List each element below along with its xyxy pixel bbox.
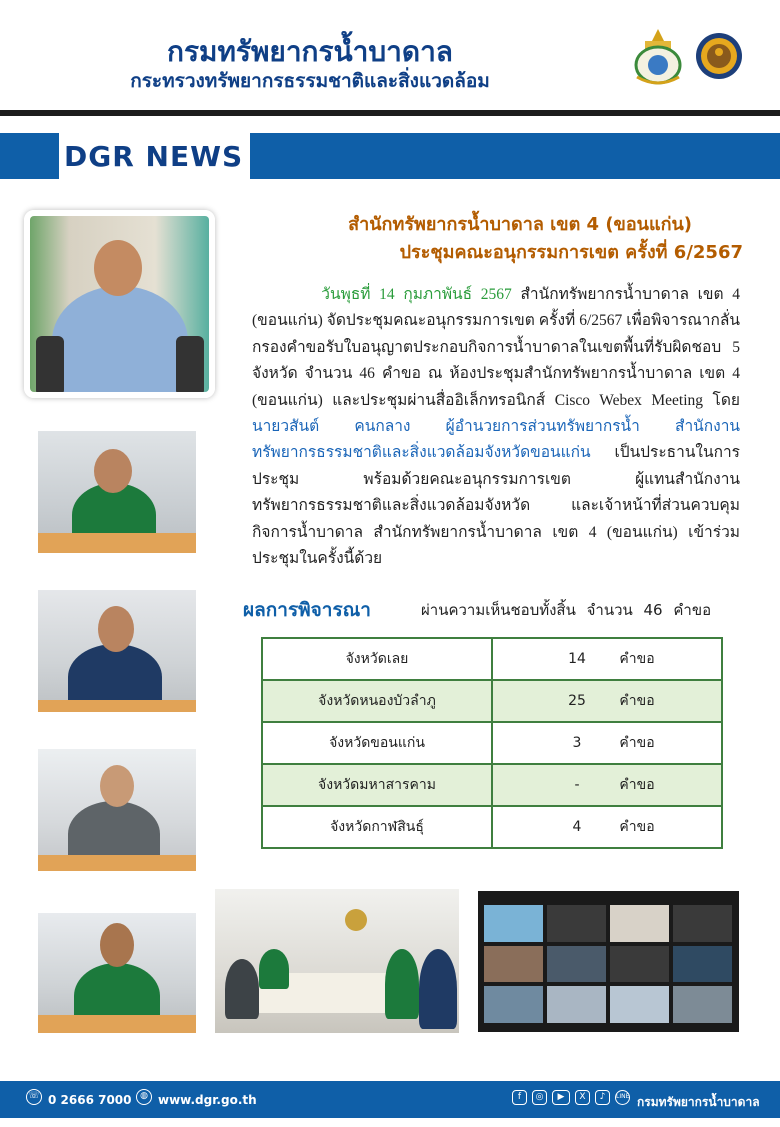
- count-value: 4: [572, 819, 582, 835]
- chairman-photo: [24, 210, 215, 398]
- province-cell: จังหวัดหนองบัวลำภู: [262, 680, 492, 722]
- count-value: -: [574, 777, 580, 793]
- youtube-icon[interactable]: ▶: [552, 1090, 570, 1105]
- member-photo-1: [38, 431, 196, 553]
- article-body: [252, 282, 740, 572]
- province-cell: จังหวัดมหาสารคาม: [262, 764, 492, 806]
- tiktok-icon[interactable]: ♪: [595, 1090, 610, 1105]
- unit-label: คำขอ: [619, 819, 655, 835]
- count-cell: [492, 806, 722, 848]
- count-cell: [492, 764, 722, 806]
- footer-org-name: กรมทรัพยากรน้ำบาดาล: [637, 1095, 760, 1109]
- results-table: [261, 637, 723, 849]
- count-value: 14: [568, 651, 586, 667]
- results-summary: ผ่านความเห็นชอบทั้งสิ้น จำนวน 46 คำขอ: [421, 601, 712, 619]
- meeting-room-photo: [215, 889, 459, 1033]
- unit-label: คำขอ: [619, 735, 655, 751]
- meeting-date: วันพุธที่ 14 กุมภาพันธ์ 2567: [321, 286, 512, 303]
- count-value: 25: [568, 693, 586, 709]
- member-photo-4: [38, 913, 196, 1033]
- chairperson-name: นายวสันต์ คนกลาง ผู้อำนวยการส่วนทรัพยากรน้ำ สำนักงานทรัพยากรธรรมชาติและสิ่งแวดล้อมจังหวัดขอนแก่น: [252, 418, 740, 462]
- province-cell: จังหวัดกาฬสินธุ์: [262, 806, 492, 848]
- province-cell: จังหวัดเลย: [262, 638, 492, 680]
- unit-label: คำขอ: [619, 693, 655, 709]
- x-icon[interactable]: X: [575, 1090, 590, 1105]
- footer-phone[interactable]: 0 2666 7000: [48, 1093, 132, 1107]
- count-cell: [492, 722, 722, 764]
- phone-icon: ☏: [26, 1089, 42, 1105]
- ministry-seal-icon: [695, 32, 743, 80]
- results-label: ผลการพิจารณา: [243, 599, 371, 621]
- globe-icon: ◍: [136, 1089, 152, 1105]
- province-cell: จังหวัดขอนแก่น: [262, 722, 492, 764]
- ministry-title: กระทรวงทรัพยากรธรรมชาติและสิ่งแวดล้อม: [130, 70, 490, 92]
- member-photo-2: [38, 590, 196, 712]
- table-row: [262, 722, 722, 764]
- unit-label: คำขอ: [619, 777, 655, 793]
- body-part2: เป็นประธานในการประชุม พร้อมด้วยคณะอนุกรรมการเขต ผู้แทนสำนักงานทรัพยากรธรรมชาติและสิ่งแวดล้อมจังหวัด และเจ้าหน้าที่ส่วนควบคุมกิจการน้ำบาดาล สำนักทรัพยากรน้ำบาดาล เขต 4 (ขอนแก่น) เข้าร่วมประชุมในครั้งนี้ด้วย: [252, 444, 740, 568]
- webex-meeting-screenshot: [478, 891, 739, 1032]
- org-title: กรมทรัพยากรน้ำบาดาล: [167, 35, 453, 68]
- member-photo-3: [38, 749, 196, 871]
- line-icon[interactable]: LINE: [615, 1090, 630, 1105]
- instagram-icon[interactable]: ◎: [532, 1090, 547, 1105]
- article-heading-line1: สำนักทรัพยากรน้ำบาดาล เขต 4 (ขอนแก่น): [348, 214, 692, 235]
- footer-website[interactable]: www.dgr.go.th: [158, 1093, 257, 1107]
- table-row: [262, 680, 722, 722]
- article-heading-line2: ประชุมคณะอนุกรรมการเขต ครั้งที่ 6/2567: [399, 242, 743, 263]
- count-value: 3: [572, 735, 582, 751]
- table-row: [262, 806, 722, 848]
- count-cell: [492, 680, 722, 722]
- unit-label: คำขอ: [619, 651, 655, 667]
- count-cell: [492, 638, 722, 680]
- banner-label: DGR NEWS: [64, 140, 244, 173]
- table-row: [262, 638, 722, 680]
- dgr-emblem-icon: [631, 27, 685, 87]
- facebook-icon[interactable]: f: [512, 1090, 527, 1105]
- table-row: [262, 764, 722, 806]
- body-part1: สำนักทรัพยากรน้ำบาดาล เขต 4 (ขอนแก่น) จัดประชุมคณะอนุกรรมการเขต ครั้งที่ 6/2567 เพื่อพิจารณากลั่นกรองคำขอรับใบอนุญาตประกอบกิจการน้ำบาดาลในเขตพื้นที่รับผิดชอบ 5 จังหวัด จำนวน 46 คำขอ ณ ห้องประชุมสำนักทรัพยากรน้ำบาดาล เขต 4 (ขอนแก่น) และประชุมผ่านสื่ออิเล็กทรอนิกส์ Cisco Webex Meeting โดย: [252, 286, 740, 409]
- header-divider: [0, 110, 780, 116]
